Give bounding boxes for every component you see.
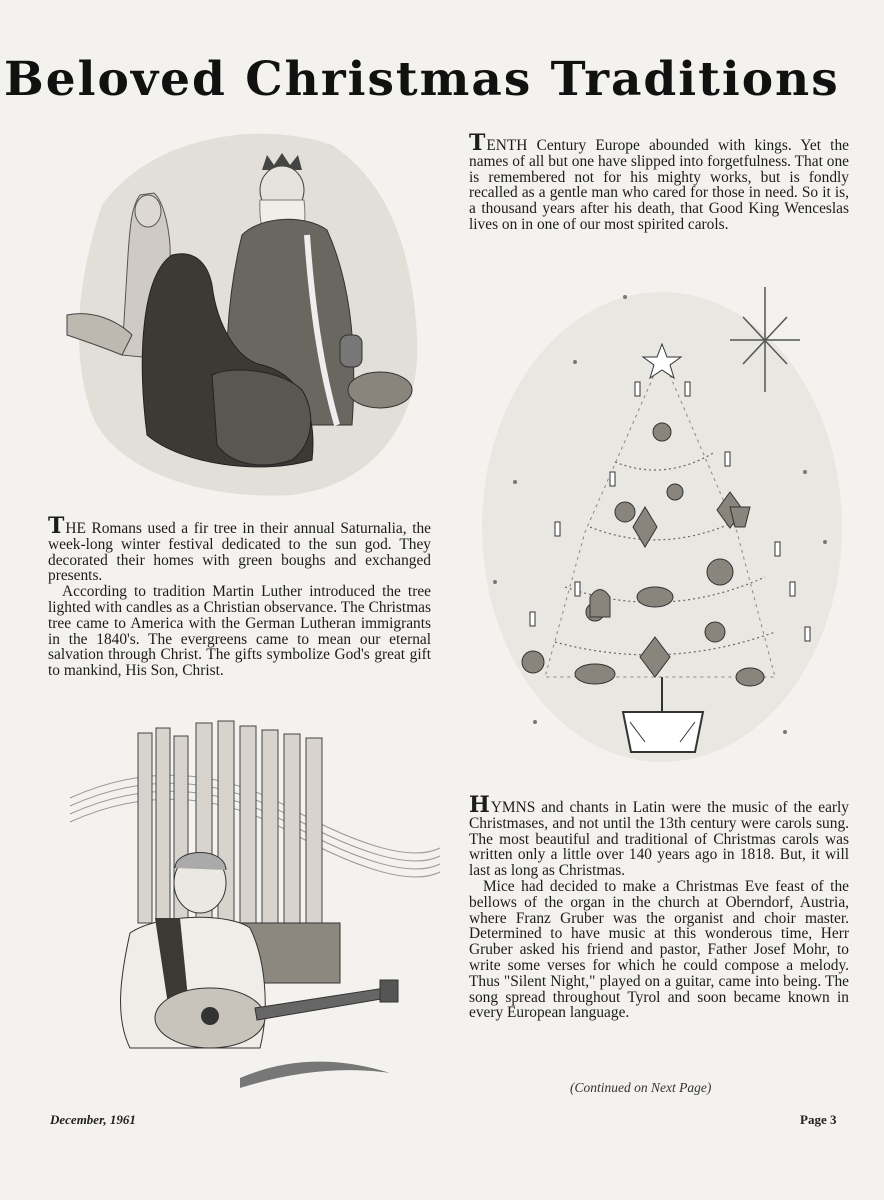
footer-page-number: Page 3 [800, 1112, 837, 1127]
hymns-paragraph-2: Mice had decided to make a Christmas Eve feast of the bellows of the organ in the church at Oberndorf, Austria, where Franz Gruber was the organist and choir master. Determined to have music at this wonderous time, Herr Gruber asked his friend and pastor, Father Josef Mohr, to write some verses for which he could compose a melody. Thus "Silent Night," played on a guitar, came into being. The song spread throughout Tyrol and soon became known in every European language. [469, 877, 849, 1022]
wenceslas-text: ENTH Century Europe abounded with kings. Yet the names of all but one have slipped into forgetfulness. That one is remembered not for his mighty works, but is fondly recalled as a gentle man who cared for those in need. So it is, a thousand years after his death, that Good King Wenceslas lives on in one of our most spirited carols. [469, 137, 849, 233]
hymns-paragraph-1 [469, 792, 849, 880]
continued-note: (Continued on Next Page) [570, 1080, 712, 1095]
hymns-article [469, 792, 849, 1022]
dropcap-letter: T [48, 513, 65, 539]
christmas-tree-illustration [475, 282, 850, 777]
organist-guitar-illustration [60, 718, 445, 1098]
tree-paragraph-2: According to tradition Martin Luther introduced the tree lighted with candles as a Christian observance. The Christmas tree came to America with the German Lutheran immigrants in the 1840's. The evergreens came to mean our eternal salvation through Christ. The gifts symbolize God's great gift to mankind, His Son, Christ. [48, 583, 431, 680]
tree-article [48, 513, 431, 680]
tree-paragraph-1 [48, 513, 431, 585]
page-title: Beloved Christmas Traditions [4, 52, 840, 107]
wenceslas-paragraph [469, 130, 849, 233]
tree-paragraph-1-text: HE Romans used a fir tree in their annual Saturnalia, the week-long winter festival dedicated to the sun god. They decorated their homes with green boughs and exchanged presents. [48, 520, 431, 585]
footer-date: December, 1961 [50, 1112, 136, 1127]
nativity-king-illustration [62, 125, 427, 505]
hymns-paragraph-1-text: YMNS and chants in Latin were the music of the early Christmases, and not until the 13th century were carols sung. The most beautiful and traditional of Christmas carols was written only a little over 140 years ago in 1818. But, it will last as long as Christmas. [469, 799, 849, 880]
dropcap-letter: H [469, 792, 490, 818]
dropcap-letter: T [469, 130, 486, 156]
